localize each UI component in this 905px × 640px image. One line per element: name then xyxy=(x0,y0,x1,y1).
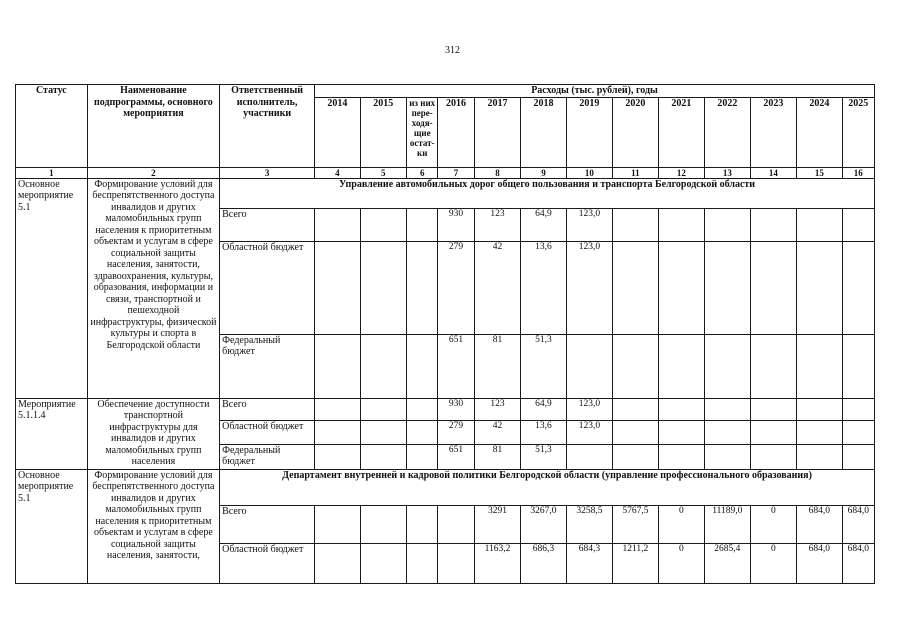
value-cell xyxy=(658,398,704,420)
column-number: 12 xyxy=(658,167,704,178)
value-cell: 3258,5 xyxy=(566,505,612,543)
value-cell xyxy=(438,505,474,543)
column-number: 3 xyxy=(220,167,315,178)
value-cell xyxy=(750,241,796,334)
value-cell: 51,3 xyxy=(521,444,566,469)
value-cell: 123 xyxy=(474,208,520,241)
year-header: 2018 xyxy=(521,97,566,167)
value-cell: 651 xyxy=(438,334,474,398)
value-cell: 123,0 xyxy=(566,208,612,241)
value-cell xyxy=(360,444,406,469)
executor-cell: Федеральный бюджет xyxy=(220,334,315,398)
value-cell xyxy=(842,208,874,241)
table-row xyxy=(16,398,875,420)
value-cell xyxy=(315,241,360,334)
header-status: Статус xyxy=(16,85,88,168)
value-cell xyxy=(797,444,842,469)
value-cell xyxy=(407,505,438,543)
value-cell: 64,9 xyxy=(521,208,566,241)
executor-cell: Всего xyxy=(220,208,315,241)
value-cell: 1211,2 xyxy=(613,543,658,583)
block-name: Формирование условий для беспрепятственного доступа инвалидов и других маломобильных групп населения к приоритетным объектам и услугам в сфере социальной защиты населения, занятости, xyxy=(87,469,219,583)
value-cell xyxy=(315,543,360,583)
value-cell xyxy=(360,505,406,543)
value-cell xyxy=(613,398,658,420)
value-cell: 3267,0 xyxy=(521,505,566,543)
budget-table xyxy=(15,84,875,584)
department-name: Управление автомобильных дорог общего пользования и транспорта Белгородской области xyxy=(220,178,875,208)
value-cell xyxy=(705,241,750,334)
value-cell: 930 xyxy=(438,398,474,420)
value-cell xyxy=(797,398,842,420)
value-cell: 123 xyxy=(474,398,520,420)
value-cell: 279 xyxy=(438,241,474,334)
value-cell xyxy=(750,208,796,241)
value-cell: 0 xyxy=(658,505,704,543)
value-cell xyxy=(566,334,612,398)
value-cell: 11189,0 xyxy=(705,505,750,543)
column-number: 5 xyxy=(360,167,406,178)
executor-cell: Всего xyxy=(220,505,315,543)
value-cell: 5767,5 xyxy=(613,505,658,543)
page-number: 312 xyxy=(445,45,460,56)
column-number: 4 xyxy=(315,167,360,178)
year-header: 2019 xyxy=(566,97,612,167)
value-cell xyxy=(842,334,874,398)
column-number: 7 xyxy=(438,167,474,178)
value-cell xyxy=(315,420,360,444)
year-header: 2015 xyxy=(360,97,406,167)
year-header: 2020 xyxy=(613,97,658,167)
block-status: Основное мероприятие 5.1 xyxy=(16,469,88,583)
value-cell: 0 xyxy=(750,505,796,543)
value-cell xyxy=(315,505,360,543)
value-cell xyxy=(842,241,874,334)
value-cell xyxy=(360,398,406,420)
year-header: 2014 xyxy=(315,97,360,167)
column-number: 10 xyxy=(566,167,612,178)
value-cell: 13,6 xyxy=(521,420,566,444)
year-header: 2024 xyxy=(797,97,842,167)
value-cell xyxy=(407,398,438,420)
value-cell: 42 xyxy=(474,241,520,334)
year-header: 2016 xyxy=(438,97,474,167)
value-cell xyxy=(407,208,438,241)
column-number: 9 xyxy=(521,167,566,178)
value-cell xyxy=(315,398,360,420)
value-cell: 0 xyxy=(750,543,796,583)
value-cell: 930 xyxy=(438,208,474,241)
value-cell: 13,6 xyxy=(521,241,566,334)
header-expenses: Расходы (тыс. рублей), годы xyxy=(315,85,875,98)
executor-cell: Всего xyxy=(220,398,315,420)
value-cell xyxy=(407,420,438,444)
executor-cell: Областной бюджет xyxy=(220,543,315,583)
value-cell: 279 xyxy=(438,420,474,444)
year-header: 2025 xyxy=(842,97,874,167)
column-number: 2 xyxy=(87,167,219,178)
value-cell xyxy=(705,420,750,444)
value-cell xyxy=(658,241,704,334)
block-name: Формирование условий для беспрепятственного доступа инвалидов и других маломобильных групп населения к приоритетным объектам и услугам в сфере социальной защиты населения, занятости, здравоохранения, культуры, образования, информации и связи, транспортной и пешеходной инфраструктуры, физической культуры и спорта в Белгородской области xyxy=(87,178,219,398)
column-number: 11 xyxy=(613,167,658,178)
value-cell xyxy=(566,444,612,469)
value-cell xyxy=(705,444,750,469)
block-status: Мероприятие 5.1.1.4 xyxy=(16,398,88,469)
department-name: Департамент внутренней и кадровой политики Белгородской области (управление профессионального образования) xyxy=(220,469,875,505)
value-cell: 123,0 xyxy=(566,398,612,420)
value-cell: 651 xyxy=(438,444,474,469)
value-cell xyxy=(407,241,438,334)
column-number-row xyxy=(16,167,875,178)
block-status: Основное мероприятие 5.1 xyxy=(16,178,88,398)
block-name: Обеспечение доступности транспортной инфраструктуры для инвалидов и других маломобильных групп населения xyxy=(87,398,219,469)
value-cell: 684,0 xyxy=(842,543,874,583)
column-number: 14 xyxy=(750,167,796,178)
value-cell: 64,9 xyxy=(521,398,566,420)
value-cell xyxy=(613,208,658,241)
year-header-carryover: из них пере-ходя-щие остат-ки xyxy=(407,97,438,167)
value-cell xyxy=(658,420,704,444)
value-cell: 123,0 xyxy=(566,241,612,334)
value-cell xyxy=(315,334,360,398)
header-name: Наименование подпрограммы, основного мероприятия xyxy=(87,85,219,168)
value-cell xyxy=(797,241,842,334)
value-cell xyxy=(750,444,796,469)
value-cell xyxy=(705,398,750,420)
value-cell: 81 xyxy=(474,444,520,469)
executor-cell: Областной бюджет xyxy=(220,420,315,444)
value-cell xyxy=(658,208,704,241)
value-cell xyxy=(613,420,658,444)
value-cell xyxy=(750,334,796,398)
value-cell: 2685,4 xyxy=(705,543,750,583)
value-cell xyxy=(705,208,750,241)
value-cell xyxy=(360,208,406,241)
value-cell xyxy=(842,398,874,420)
value-cell xyxy=(842,444,874,469)
value-cell xyxy=(797,420,842,444)
value-cell: 81 xyxy=(474,334,520,398)
value-cell xyxy=(613,241,658,334)
value-cell xyxy=(658,334,704,398)
value-cell xyxy=(797,208,842,241)
executor-cell: Федеральный бюджет xyxy=(220,444,315,469)
header-executor: Ответственный исполнитель, участники xyxy=(220,85,315,168)
value-cell: 1163,2 xyxy=(474,543,520,583)
value-cell xyxy=(842,420,874,444)
value-cell: 42 xyxy=(474,420,520,444)
column-number: 6 xyxy=(407,167,438,178)
value-cell: 3291 xyxy=(474,505,520,543)
year-header: 2022 xyxy=(705,97,750,167)
executor-cell: Областной бюджет xyxy=(220,241,315,334)
value-cell: 684,3 xyxy=(566,543,612,583)
value-cell xyxy=(705,334,750,398)
value-cell: 123,0 xyxy=(566,420,612,444)
year-header: 2017 xyxy=(474,97,520,167)
value-cell: 51,3 xyxy=(521,334,566,398)
value-cell xyxy=(360,241,406,334)
value-cell: 684,0 xyxy=(842,505,874,543)
value-cell: 684,0 xyxy=(797,543,842,583)
column-number: 8 xyxy=(474,167,520,178)
value-cell: 684,0 xyxy=(797,505,842,543)
value-cell xyxy=(797,334,842,398)
value-cell xyxy=(360,420,406,444)
value-cell xyxy=(407,543,438,583)
value-cell xyxy=(360,334,406,398)
value-cell: 0 xyxy=(658,543,704,583)
value-cell xyxy=(438,543,474,583)
value-cell xyxy=(750,398,796,420)
column-number: 15 xyxy=(797,167,842,178)
value-cell xyxy=(315,444,360,469)
value-cell xyxy=(407,334,438,398)
value-cell xyxy=(613,444,658,469)
value-cell xyxy=(750,420,796,444)
column-number: 16 xyxy=(842,167,874,178)
value-cell xyxy=(315,208,360,241)
value-cell xyxy=(407,444,438,469)
column-number: 13 xyxy=(705,167,750,178)
year-header: 2023 xyxy=(750,97,796,167)
value-cell xyxy=(613,334,658,398)
column-number: 1 xyxy=(16,167,88,178)
value-cell: 686,3 xyxy=(521,543,566,583)
year-header: 2021 xyxy=(658,97,704,167)
value-cell xyxy=(658,444,704,469)
value-cell xyxy=(360,543,406,583)
